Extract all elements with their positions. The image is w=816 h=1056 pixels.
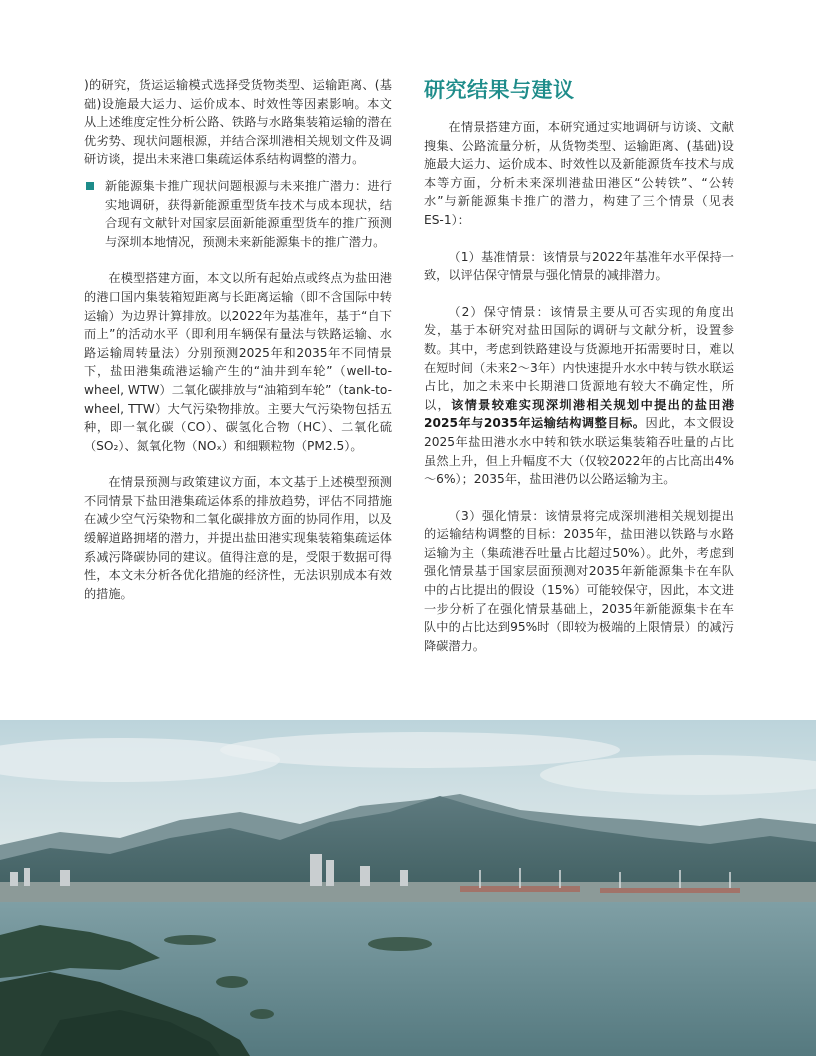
conservative-text-a: （2）保守情景：该情景主要从可否实现的角度出发，基于本研究对盐田国际的调研与文献分析，设置参数。其中，考虑到铁路建设与货源地开拓需要时日，难以在短时间（未来2～3年）内快速提升水水中转与铁水联运占比，加之未来中长期港口货源地有较大不确定性，所以，: [424, 304, 734, 412]
left-column: [84, 76, 392, 603]
model-paragraph: 在模型搭建方面，本文以所有起始点或终点为盐田港的港口国内集装箱短距离与长距离运输（即不含国际中转运输）为边界计算排放。以2022年为基准年，基于“自下而上”的活动水平（即利用车辆保有量法与铁路运输、水路运输周转量法）分别预测2025年和2035年不同情景下，盐田港集疏港运输产生的“油井到车轮”（well-to-wheel, WTW）二氧化碳排放与“油箱到车轮”（tank-to-wheel, TTW）大气污染物排放。主要大气污染物包括五种，即一氧化碳（CO）、碳氢化合物（HC）、二氧化硫（SO₂）、氮氧化物（NOₓ）和细颗粒物（PM2.5）。: [84, 271, 392, 453]
conservative-text-b: 因此，本文假设2025年盐田港水水中转和铁水联运集装箱吞吐量的占比虽然上升，但上升幅度不大（仅较2022年的占比高出4%～6%）；2035年，盐田港仍以公路运输为主。: [424, 416, 735, 487]
policy-paragraph: 在情景预测与政策建议方面，本文基于上述模型预测不同情景下盐田港集疏运体系的排放趋势，评估不同措施在减少空气污染物和二氧化碳排放方面的协同作用，以及缓解道路拥堵的潜力，并提出盐田港实现集装箱集疏运体系减污降碳协同的建议。值得注意的是，受限于数据可得性，本文未分析各优化措施的经济性，无法识别成本有效的措施。: [84, 475, 392, 601]
bullet-text: 新能源集卡推广现状问题根源与未来推广潜力：进行实地调研，获得新能源重型货车技术与成本现状，结合现有文献针对国家层面新能源重型货车的推广预测与深圳本地情况，预测未来新能源集卡的推广潜力。: [105, 178, 392, 249]
intro-paragraph: )的研究，货运运输模式选择受货物类型、运输距离、(基础)设施最大运力、运价成本、时效性等因素影响。本文从上述维度定性分析公路、铁路与水路集装箱运输的潜在优劣势、现状问题根源，并结合深圳港相关规划文件及调研访谈，提出未来港口集疏运体系结构调整的潜力。: [84, 78, 392, 167]
scenario-paragraph: 在情景搭建方面，本研究通过实地调研与访谈、文献搜集、公路流量分析，从货物类型、运输距离、(基础)设施最大运力、运价成本、时效性以及新能源货车技术与成本等方面，分析未来深圳港盐田港区“公转铁”、“公转水”与新能源集卡推广的潜力，构建了三个情景（见表 ES-1）：: [424, 120, 734, 227]
baseline-paragraph: （1）基准情景：该情景与2022年基准年水平保持一致，以评估保守情景与强化情景的减排潜力。: [424, 249, 734, 283]
enhanced-paragraph: （3）强化情景：该情景将完成深圳港相关规划提出的运输结构调整的目标：2035年，盐田港以铁路与水路运输为主（集疏港吞吐量占比超过50%）。此外，考虑到强化情景基于国家层面预测对2035年新能源集卡在车队中的占比提出的假设（15%）可能较保守，因此，本文进一步分析了在强化情景基础上，2035年新能源集卡在车队中的占比达到95%时（即较为极端的上限情景）的减污降碳潜力。: [424, 508, 734, 653]
aerial-harbor-photo: [0, 720, 816, 1056]
section-heading: 研究结果与建议: [424, 78, 575, 102]
right-column: [424, 76, 734, 655]
bullet-item-nev-trucks: [84, 177, 392, 251]
conservative-bold-text: 该情景较难实现深圳港相关规划中提出的盐田港2025年与2035年运输结构调整目标。: [424, 397, 735, 431]
conservative-paragraph: [424, 303, 734, 489]
square-bullet-icon: [86, 182, 94, 190]
